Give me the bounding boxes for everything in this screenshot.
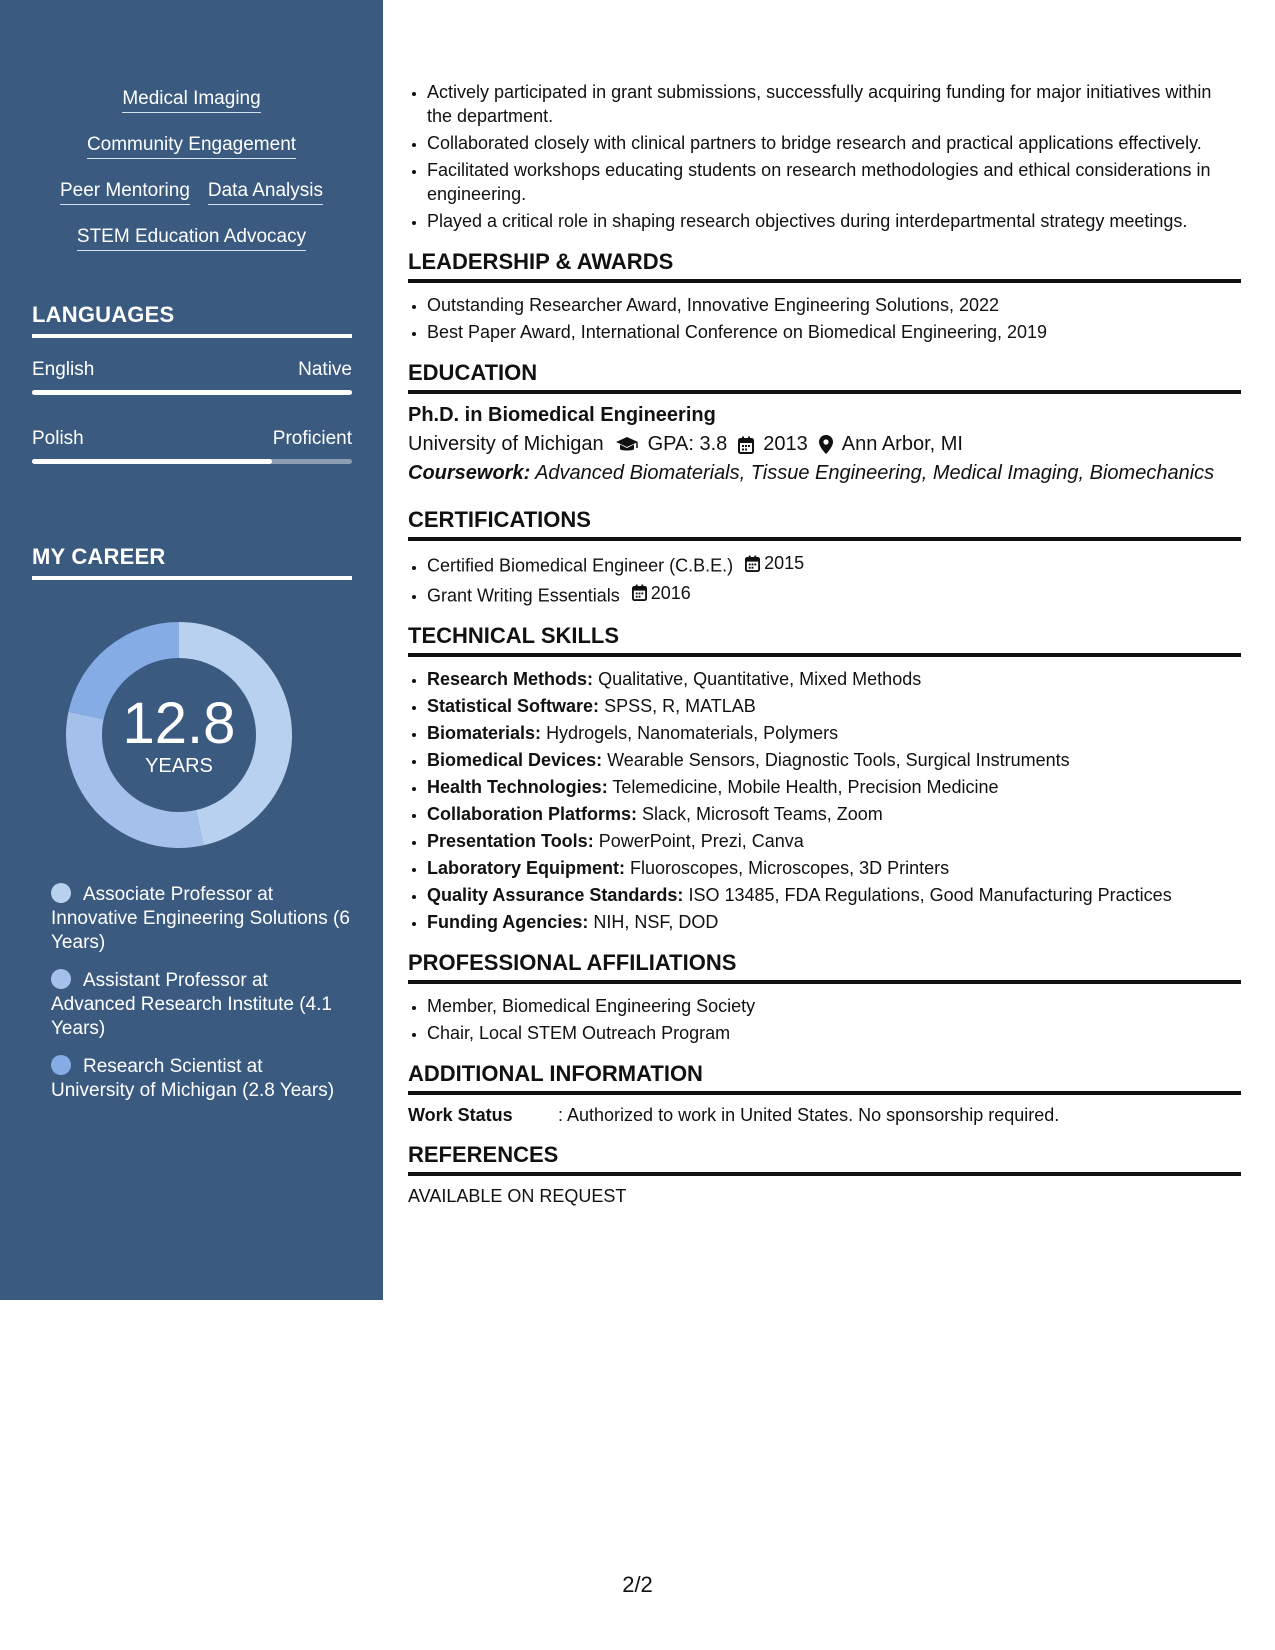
section-title-technical-skills: TECHNICAL SKILLS — [408, 623, 1241, 657]
list-item: • Facilitated workshops educating students on research methodologies and ethical considerations in engineering. — [427, 158, 1241, 206]
graduation-year: 2013 — [763, 433, 808, 455]
graduation-cap-icon — [615, 436, 639, 454]
references-text: AVAILABLE ON REQUEST — [408, 1186, 627, 1206]
language-polish — [32, 428, 352, 464]
list-item: • Chair, Local STEM Outreach Program — [427, 1021, 1241, 1045]
list-item: • Best Paper Award, International Conference on Biomedical Engineering, 2019 — [427, 320, 1241, 344]
calendar-icon — [632, 584, 647, 601]
list-item — [427, 748, 1241, 772]
career-donut-chart — [66, 622, 292, 848]
list-item — [427, 694, 1241, 718]
school-name: University of Michigan — [408, 433, 604, 455]
career-item — [51, 969, 351, 1041]
certification-name: Certified Biomedical Engineer (C.B.E.) — [427, 555, 734, 576]
skill-value: ISO 13485, FDA Regulations, Good Manufacturing Practices — [688, 885, 1172, 905]
career-total-unit: YEARS — [145, 755, 213, 777]
career-item — [51, 883, 351, 955]
skill-label: Collaboration Platforms: — [427, 804, 638, 824]
work-status-label: Work Status — [408, 1105, 513, 1125]
skill-label: Health Technologies: — [427, 777, 608, 797]
language-english — [32, 359, 352, 395]
career-total-value: 12.8 — [122, 691, 236, 756]
skill-label: Research Methods: — [427, 669, 594, 689]
career-dot — [51, 969, 71, 989]
language-level: Native — [298, 359, 352, 380]
leadership-list — [408, 293, 1241, 344]
skill-tag[interactable]: Community Engagement — [87, 134, 296, 159]
main-content — [408, 80, 1241, 1207]
experience-bullets — [408, 80, 1241, 233]
skill-value: Wearable Sensors, Diagnostic Tools, Surgical Instruments — [607, 750, 1070, 770]
skill-label: Statistical Software: — [427, 696, 600, 716]
career-dot — [51, 883, 71, 903]
language-bar — [32, 390, 352, 395]
career-heading: MY CAREER — [32, 544, 352, 580]
calendar-icon — [745, 555, 760, 572]
career-dot — [51, 1055, 71, 1075]
school-location: Ann Arbor, MI — [841, 433, 963, 455]
skill-value: Fluoroscopes, Microscopes, 3D Printers — [630, 858, 950, 878]
page-number: 2/2 — [622, 1572, 653, 1597]
skill-value: Qualitative, Quantitative, Mixed Methods — [598, 669, 922, 689]
skill-value: NIH, NSF, DOD — [593, 912, 719, 932]
skill-value: SPSS, R, MATLAB — [604, 696, 756, 716]
list-item: • Member, Biomedical Engineering Society — [427, 994, 1241, 1018]
language-name: Polish — [32, 428, 84, 449]
skill-label: Biomedical Devices: — [427, 750, 603, 770]
certification-name: Grant Writing Essentials — [427, 585, 620, 605]
career-list — [51, 883, 351, 1117]
certifications-list — [408, 551, 1241, 607]
skill-label: Quality Assurance Standards: — [427, 885, 684, 905]
list-item — [427, 667, 1241, 691]
list-item — [427, 775, 1241, 799]
skill-value: PowerPoint, Prezi, Canva — [598, 831, 804, 851]
technical-skills-list — [408, 667, 1241, 934]
skill-tags — [0, 88, 383, 272]
section-title-references: REFERENCES — [408, 1142, 1241, 1176]
list-item — [427, 829, 1241, 853]
work-status-value: : Authorized to work in United States. No sponsorship required. — [558, 1105, 1060, 1125]
section-title-certifications: CERTIFICATIONS — [408, 507, 1241, 541]
calendar-icon — [738, 436, 754, 454]
list-item — [427, 721, 1241, 745]
gpa: GPA: 3.8 — [647, 433, 728, 455]
skill-label: Biomaterials: — [427, 723, 542, 743]
career-item — [51, 1055, 351, 1103]
work-status — [408, 1105, 1241, 1126]
list-item: • Collaborated closely with clinical partners to bridge research and practical applications effectively. — [427, 131, 1241, 155]
coursework-label: Coursework: — [408, 462, 531, 484]
list-item — [427, 802, 1241, 826]
language-name: English — [32, 359, 95, 380]
skill-label: Presentation Tools: — [427, 831, 594, 851]
sidebar — [0, 0, 383, 1300]
certification-year: 2015 — [764, 553, 805, 573]
certification-year: 2016 — [650, 582, 691, 603]
list-item: • Played a critical role in shaping research objectives during interdepartmental strategy meetings. — [427, 209, 1241, 233]
list-item: • Outstanding Researcher Award, Innovative Engineering Solutions, 2022 — [427, 293, 1241, 317]
skill-tag[interactable]: Data Analysis — [208, 180, 323, 205]
location-pin-icon — [819, 435, 833, 454]
language-bar-fill — [32, 459, 272, 464]
career-text: Research Scientist at University of Michigan (2.8 Years) — [51, 1056, 335, 1101]
list-item: • Actively participated in grant submissions, successfully acquiring funding for major initiatives within the department. — [427, 80, 1241, 128]
section-title-leadership: LEADERSHIP & AWARDS — [408, 249, 1241, 283]
education-details — [408, 433, 1241, 456]
list-item — [427, 581, 1241, 608]
career-text: Associate Professor at Innovative Engineering Solutions (6 Years) — [51, 884, 350, 953]
list-item — [427, 856, 1241, 880]
language-bar-fill — [32, 390, 352, 395]
skill-tag[interactable]: Peer Mentoring — [60, 180, 190, 205]
skill-value: Hydrogels, Nanomaterials, Polymers — [546, 723, 839, 743]
language-bar — [32, 459, 352, 464]
list-item — [427, 883, 1241, 907]
language-level: Proficient — [272, 428, 352, 449]
coursework — [408, 462, 1241, 485]
section-title-additional-information: ADDITIONAL INFORMATION — [408, 1061, 1241, 1095]
list-item — [427, 910, 1241, 934]
skill-tag[interactable]: Medical Imaging — [122, 88, 260, 113]
skill-label: Funding Agencies: — [427, 912, 589, 932]
skill-value: Slack, Microsoft Teams, Zoom — [642, 804, 883, 824]
skill-label: Laboratory Equipment: — [427, 858, 626, 878]
affiliations-list — [408, 994, 1241, 1045]
section-title-education: EDUCATION — [408, 360, 1241, 394]
coursework-list: Advanced Biomaterials, Tissue Engineering, Medical Imaging, Biomechanics — [535, 462, 1215, 484]
section-title-affiliations: PROFESSIONAL AFFILIATIONS — [408, 950, 1241, 984]
skill-tag[interactable]: STEM Education Advocacy — [77, 226, 306, 251]
languages-heading: LANGUAGES — [32, 302, 352, 338]
skill-value: Telemedicine, Mobile Health, Precision Medicine — [612, 777, 999, 797]
degree: Ph.D. in Biomedical Engineering — [408, 404, 716, 426]
career-text: Assistant Professor at Advanced Research Institute (4.1 Years) — [51, 970, 332, 1039]
list-item — [427, 551, 1241, 578]
